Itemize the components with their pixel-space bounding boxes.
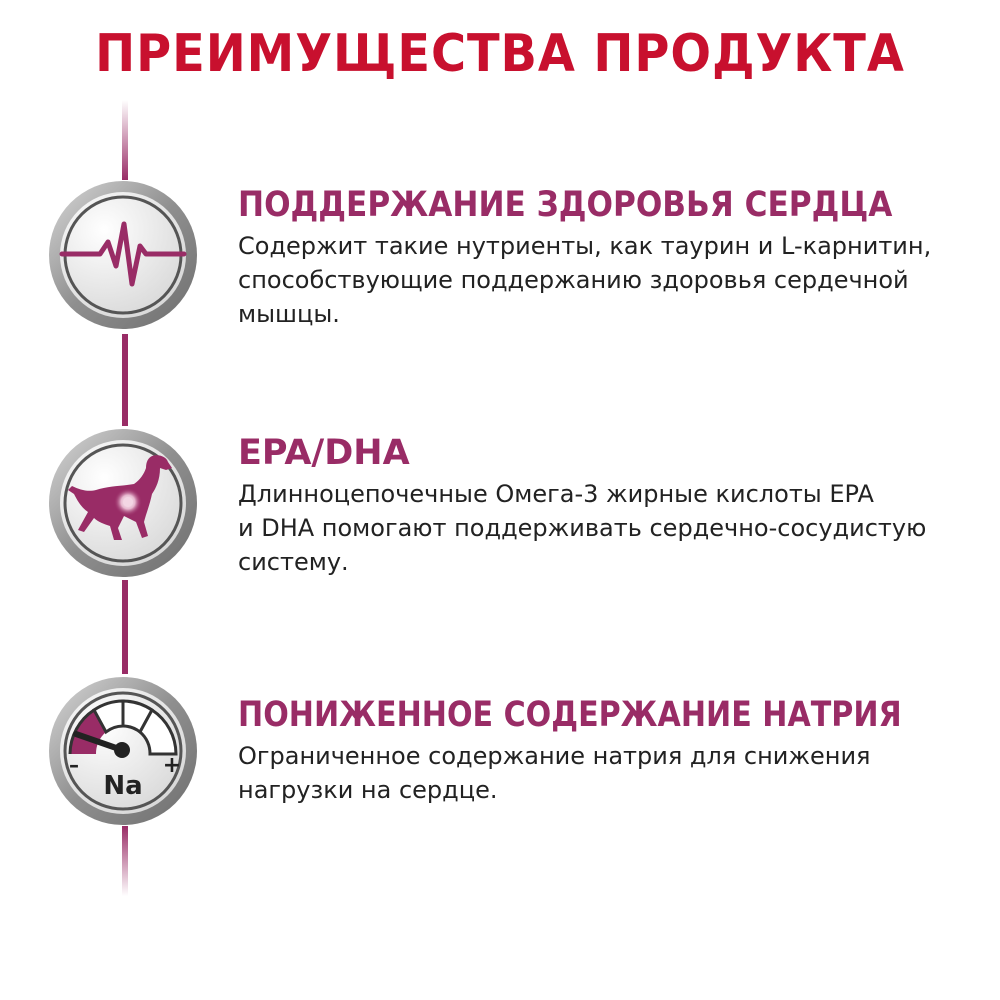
timeline-segment-2 bbox=[122, 580, 128, 674]
timeline-segment-1 bbox=[122, 334, 128, 426]
text-line: Ограниченное содержание натрия для снижения bbox=[238, 742, 871, 770]
page-title: ПРЕИМУЩЕСТВА ПРОДУКТА bbox=[95, 24, 905, 84]
text-line: нагрузки на сердце. bbox=[238, 776, 498, 804]
benefit-heading-heart: ПОДДЕРЖАНИЕ ЗДОРОВЬЯ СЕРДЦА bbox=[238, 185, 893, 225]
benefit-text-sodium bbox=[238, 739, 958, 807]
benefit-text-heart bbox=[238, 229, 958, 331]
text-line: систему. bbox=[238, 548, 349, 576]
text-line: Содержит такие нутриенты, как таурин и L-карнитин, bbox=[238, 232, 932, 260]
gauge-label: Na bbox=[103, 771, 143, 801]
timeline-top bbox=[122, 100, 128, 180]
dog-heart-icon bbox=[48, 428, 198, 578]
benefit-text-epa-dha bbox=[238, 477, 958, 579]
timeline-bottom bbox=[122, 826, 128, 896]
text-line: мышцы. bbox=[238, 300, 340, 328]
sodium-gauge-icon bbox=[48, 676, 198, 826]
text-line: и DHA помогают поддерживать сердечно-сосудистую bbox=[238, 514, 927, 542]
text-line: способствующие поддержанию здоровья сердечной bbox=[238, 266, 909, 294]
text-line: Длинноцепочечные Омега-3 жирные кислоты EPA bbox=[238, 480, 874, 508]
gauge-plus: + bbox=[162, 753, 182, 778]
benefit-heading-sodium: ПОНИЖЕННОЕ СОДЕРЖАНИЕ НАТРИЯ bbox=[238, 695, 902, 735]
gauge-minus: – bbox=[69, 753, 79, 777]
benefit-heading-epa-dha: EPA/DHA bbox=[238, 433, 410, 473]
heartbeat-icon bbox=[48, 180, 198, 330]
